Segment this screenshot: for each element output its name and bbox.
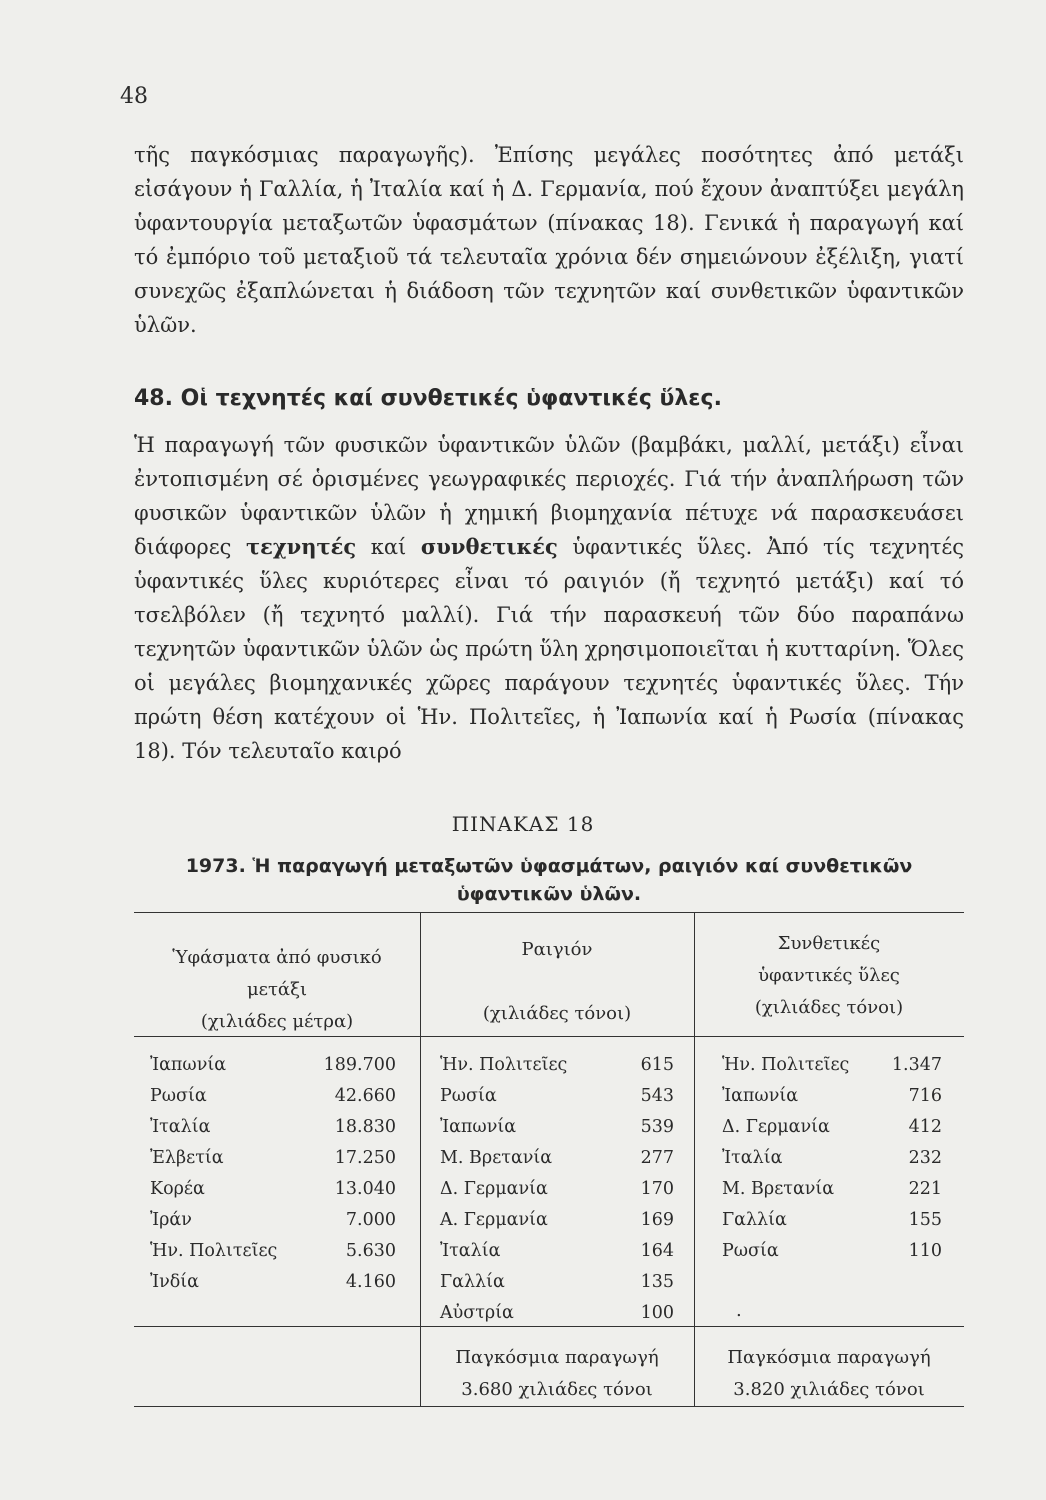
country: Ἡν. Πολιτεῖες: [150, 1241, 278, 1261]
synthetic-world-total: [694, 1342, 964, 1406]
rayon-rows: [440, 1050, 674, 1329]
country: Ἰταλία: [440, 1241, 501, 1261]
value: 5.630: [345, 1241, 396, 1261]
table-caption-line: ὑφαντικῶν ὑλῶν.: [456, 883, 642, 905]
value: 169: [640, 1210, 674, 1230]
column-header-line: μετάξι: [246, 979, 308, 1000]
value: 615: [640, 1055, 674, 1075]
column-header-rayon: [420, 934, 694, 1030]
table-row: [440, 1267, 674, 1298]
country: Ἐλβετία: [150, 1148, 224, 1168]
country: Ρωσία: [150, 1086, 207, 1106]
country: Ἰαπωνία: [150, 1055, 227, 1075]
value: 232: [908, 1148, 942, 1168]
table-caption: [134, 852, 964, 908]
country: Ἰράν: [150, 1210, 192, 1230]
country: Γαλλία: [722, 1210, 787, 1230]
table-row: [150, 1143, 396, 1174]
table-row: [150, 1267, 396, 1298]
table-row: [722, 1205, 942, 1236]
table-row: [722, 1236, 942, 1267]
country: Γαλλία: [440, 1272, 505, 1292]
value: 155: [908, 1210, 942, 1230]
total-label: Παγκόσμια παραγωγή: [727, 1347, 931, 1368]
column-header-silk: [134, 942, 420, 1038]
value: 110: [908, 1241, 942, 1261]
table-row: [440, 1143, 674, 1174]
country: Δ. Γερμανία: [440, 1179, 548, 1199]
country: Δ. Γερμανία: [722, 1117, 830, 1137]
table-row: [150, 1112, 396, 1143]
country: Αὐστρία: [440, 1303, 514, 1323]
synthetic-rows: [722, 1050, 942, 1267]
value: 277: [640, 1148, 674, 1168]
table-row: [440, 1298, 674, 1329]
value: 164: [640, 1241, 674, 1261]
paragraph-2-text: Ἡ παραγωγή τῶν φυσικῶν ὑφαντικῶν ὑλῶν (βαμβάκι, μαλλί, μετάξι) εἶναι ἐντοπισμένη σέ ὁρισμένες γεωγραφικές περιοχές. Γιά τήν ἀναπλήρωση τῶν φυσικῶν ὑφαντικῶν ὑλῶν ἡ χημική βιομηχανία πέτυχε νά παρασκευάσει διάφορες: [134, 433, 964, 559]
country: Μ. Βρετανία: [440, 1148, 553, 1168]
table-bottom-rule: [134, 1406, 964, 1407]
column-header-line: (χιλιάδες τόνοι): [482, 1003, 632, 1024]
rayon-world-total: [420, 1342, 694, 1406]
term-artificial: τεχνητές: [245, 534, 357, 559]
country: Ρωσία: [722, 1241, 779, 1261]
table-row: [150, 1236, 396, 1267]
value: 4.160: [345, 1272, 396, 1292]
value: 18.830: [334, 1117, 396, 1137]
column-header-line: Ὑφάσματα ἀπό φυσικό: [172, 947, 382, 968]
table-row: [150, 1205, 396, 1236]
paragraph-2-text: καί: [356, 535, 421, 559]
table-row: [440, 1112, 674, 1143]
table-row: [150, 1081, 396, 1112]
country: Ἡν. Πολιτεῖες: [722, 1055, 850, 1075]
paragraph-2: [134, 428, 964, 768]
value: 170: [640, 1179, 674, 1199]
country: Ἰταλία: [150, 1117, 211, 1137]
table-row: [722, 1174, 942, 1205]
column-header-line: (χιλιάδες τόνοι): [754, 997, 904, 1018]
country: Ἰνδία: [150, 1272, 199, 1292]
value: 716: [908, 1086, 942, 1106]
value: 189.700: [323, 1055, 396, 1075]
table-caption-line: 1973. Ἡ παραγωγή μεταξωτῶν ὑφασμάτων, ραιγιόν καί συνθετικῶν: [185, 855, 913, 877]
value: 135: [640, 1272, 674, 1292]
country: Α. Γερμανία: [440, 1210, 548, 1230]
total-value: 3.820 χιλιάδες τόνοι: [733, 1379, 925, 1400]
term-synthetic: συνθετικές: [420, 534, 558, 559]
stray-mark: .: [736, 1300, 742, 1321]
table-row: [440, 1236, 674, 1267]
column-header-line: ὑφαντικές ὕλες: [758, 965, 900, 986]
table-row: [440, 1174, 674, 1205]
silk-rows: [150, 1050, 396, 1298]
value: 412: [908, 1117, 942, 1137]
total-label: Παγκόσμια παραγωγή: [455, 1347, 659, 1368]
table-row: [722, 1081, 942, 1112]
country: Ἰαπωνία: [722, 1086, 799, 1106]
country: Μ. Βρετανία: [722, 1179, 835, 1199]
country: Ρωσία: [440, 1086, 497, 1106]
table-row: [440, 1081, 674, 1112]
column-header-line: Ραιγιόν: [521, 939, 593, 960]
total-value: 3.680 χιλιάδες τόνοι: [461, 1379, 653, 1400]
value: 100: [640, 1303, 674, 1323]
country: Ἰαπωνία: [440, 1117, 517, 1137]
country: Ἰταλία: [722, 1148, 783, 1168]
table-top-rule: [134, 912, 964, 913]
paragraph-2-text: ὑφαντικές ὕλες. Ἀπό τίς τεχνητές ὑφαντικές ὕλες κυριότερες εἶναι τό ραιγιόν (ἤ τεχνητό μετάξι) καί τό τσελβόλεν (ἤ τεχνητό μαλλί). Γιά τήν παρασκευή τῶν δύο παραπάνω τεχνητῶν ὑφαντικῶν ὑλῶν ὡς πρώτη ὕλη χρησιμοποιεῖται ἡ κυτταρίνη. Ὅλες οἱ μεγάλες βιομηχανικές χῶρες παράγουν τεχνητές ὑφαντικές ὕλες. Τήν πρώτη θέση κατέχουν οἱ Ἡν. Πολιτεῖες, ἡ Ἰαπωνία καί ἡ Ρωσία (πίνακας 18). Τόν τελευταῖο καιρό: [134, 535, 964, 763]
section-heading: 48. Οἱ τεχνητές καί συνθετικές ὑφαντικές ὕλες.: [134, 386, 722, 411]
country: Κορέα: [150, 1179, 205, 1199]
table-row: [722, 1112, 942, 1143]
value: 539: [640, 1117, 674, 1137]
value: 543: [640, 1086, 674, 1106]
table-row: [722, 1143, 942, 1174]
value: 1.347: [891, 1055, 942, 1075]
column-header-synthetic: [694, 928, 964, 1024]
column-header-line: (χιλιάδες μέτρα): [200, 1011, 354, 1032]
value: 221: [908, 1179, 942, 1199]
column-header-line: Συνθετικές: [777, 933, 881, 954]
value: 7.000: [345, 1210, 396, 1230]
table-row: [440, 1205, 674, 1236]
paragraph-1: τῆς παγκόσμιας παραγωγῆς). Ἐπίσης μεγάλες ποσότητες ἀπό μετάξι εἰσάγουν ἡ Γαλλία, ἡ Ἰταλία καί ἡ Δ. Γερμανία, πού ἔχουν ἀναπτύξει μεγάλη ὑφαντουργία μεταξωτῶν ὑφασμάτων (πίνακας 18). Γενικά ἡ παραγωγή καί τό ἐμπόριο τοῦ μεταξιοῦ τά τελευταῖα χρόνια δέν σημειώνουν ἐξέλιξη, γιατί συνεχῶς ἐξαπλώνεται ἡ διάδοση τῶν τεχνητῶν καί συνθετικῶν ὑφαντικῶν ὑλῶν.: [134, 143, 964, 337]
page-number: 48: [120, 84, 148, 109]
country: Ἡν. Πολιτεῖες: [440, 1055, 568, 1075]
table-label: ΠΙΝΑΚΑΣ 18: [451, 812, 595, 836]
table-row: [722, 1050, 942, 1081]
value: 13.040: [334, 1179, 396, 1199]
table-row: [150, 1174, 396, 1205]
value: 17.250: [334, 1148, 396, 1168]
table-row: [150, 1050, 396, 1081]
column-header-line: [420, 966, 694, 998]
value: 42.660: [334, 1086, 396, 1106]
table-row: [440, 1050, 674, 1081]
